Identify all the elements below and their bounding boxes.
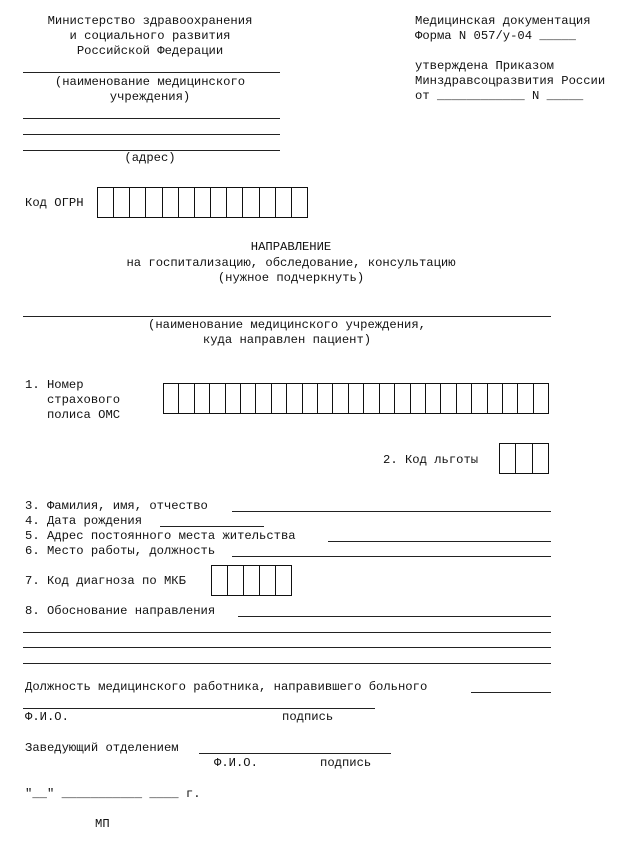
birth-date-label: 4. Дата рождения [25,514,143,528]
input-cell[interactable] [488,384,503,413]
input-cell[interactable] [241,384,256,413]
input-cell[interactable] [349,384,364,413]
target-institution-line [23,316,551,317]
ministry-line-3: Российской Федерации [76,44,224,58]
input-cell[interactable] [472,384,487,413]
input-cell[interactable] [195,384,210,413]
input-cell[interactable] [195,188,211,217]
input-cell[interactable] [163,188,179,217]
input-cell[interactable] [130,188,146,217]
date-line[interactable]: "__" ___________ ____ г. [25,787,201,801]
input-cell[interactable] [210,384,225,413]
worker-fio-caption: Ф.И.О. [25,710,69,724]
input-cell[interactable] [364,384,379,413]
head-fio-caption: Ф.И.О. [214,756,258,770]
input-cell[interactable] [179,384,194,413]
benefit-code-label: 2. Код льготы [383,453,479,467]
doc-type: Медицинская документация [415,14,591,28]
input-cell[interactable] [211,188,227,217]
ministry-line-1: Министерство здравоохранения [47,14,253,28]
input-cell[interactable] [534,384,548,413]
policy-label-1: 1. Номер [25,378,84,392]
ogrn-label: Код ОГРН [25,196,84,210]
institution-name-line [23,72,280,73]
approved-line-3: от ____________ N _____ [415,89,584,103]
input-cell[interactable] [516,444,532,473]
input-cell[interactable] [114,188,130,217]
input-cell[interactable] [179,188,195,217]
justification-label: 8. Обоснование направления [25,604,216,618]
worker-signature-line[interactable] [23,708,375,709]
input-cell[interactable] [303,384,318,413]
input-cell[interactable] [333,384,348,413]
input-cell[interactable] [441,384,456,413]
input-cell[interactable] [98,188,114,217]
icd-code-label: 7. Код диагноза по МКБ [25,574,186,588]
address-label: 5. Адрес постоянного места жительства [25,529,296,543]
input-cell[interactable] [380,384,395,413]
address-line-1 [23,118,280,119]
input-cell[interactable] [276,566,291,595]
institution-caption-2: учреждения) [109,90,191,104]
form-number: Форма N 057/у-04 _____ [415,29,576,43]
input-cell[interactable] [533,444,548,473]
input-cell[interactable] [272,384,287,413]
department-head-line[interactable] [199,753,391,754]
referring-worker-label: Должность медицинского работника, направившего больного [25,680,428,694]
head-signature-caption: подпись [320,756,372,770]
input-cell[interactable] [244,566,260,595]
birth-date-line[interactable] [160,526,264,527]
input-cell[interactable] [226,384,241,413]
ogrn-cells[interactable] [97,187,308,218]
input-cell[interactable] [503,384,518,413]
input-cell[interactable] [243,188,259,217]
input-cell[interactable] [227,188,243,217]
input-cell[interactable] [426,384,441,413]
residence-address-line[interactable] [328,541,551,542]
document-note: (нужное подчеркнуть) [217,271,365,285]
workplace-label: 6. Место работы, должность [25,544,216,558]
full-name-label: 3. Фамилия, имя, отчество [25,499,208,513]
address-caption: (адрес) [124,151,176,165]
icd-code-cells[interactable] [211,565,292,596]
target-caption-1: (наименование медицинского учреждения, [148,318,426,332]
full-name-line[interactable] [232,511,551,512]
input-cell[interactable] [518,384,533,413]
policy-label-3: полиса ОМС [25,408,121,422]
input-cell[interactable] [260,566,276,595]
input-cell[interactable] [500,444,516,473]
justification-line-2[interactable] [23,647,551,648]
approved-line-2: Минздравсоцразвития России [415,74,606,88]
referring-worker-line[interactable] [471,692,551,693]
input-cell[interactable] [228,566,244,595]
input-cell[interactable] [164,384,179,413]
workplace-line[interactable] [232,556,551,557]
input-cell[interactable] [212,566,228,595]
institution-caption-1: (наименование медицинского [54,75,246,89]
justification-line-1[interactable] [23,632,551,633]
address-line-2 [23,134,280,135]
target-caption-2: куда направлен пациент) [202,333,372,347]
justification-line-0[interactable] [238,616,551,617]
input-cell[interactable] [276,188,292,217]
input-cell[interactable] [292,188,307,217]
justification-line-3[interactable] [23,663,551,664]
worker-signature-caption: подпись [282,710,334,724]
policy-number-cells[interactable] [163,383,549,414]
input-cell[interactable] [395,384,410,413]
benefit-code-cells[interactable] [499,443,549,474]
stamp-place: МП [95,817,110,831]
document-title: НАПРАВЛЕНИЕ [250,240,332,254]
input-cell[interactable] [256,384,271,413]
department-head-label: Заведующий отделением [25,741,179,755]
input-cell[interactable] [260,188,276,217]
approved-line-1: утверждена Приказом [415,59,554,73]
input-cell[interactable] [318,384,333,413]
input-cell[interactable] [457,384,472,413]
policy-label-2: страхового [25,393,121,407]
input-cell[interactable] [411,384,426,413]
input-cell[interactable] [146,188,162,217]
input-cell[interactable] [287,384,302,413]
ministry-line-2: и социального развития [69,29,231,43]
document-subtitle: на госпитализацию, обследование, консультацию [126,256,456,270]
